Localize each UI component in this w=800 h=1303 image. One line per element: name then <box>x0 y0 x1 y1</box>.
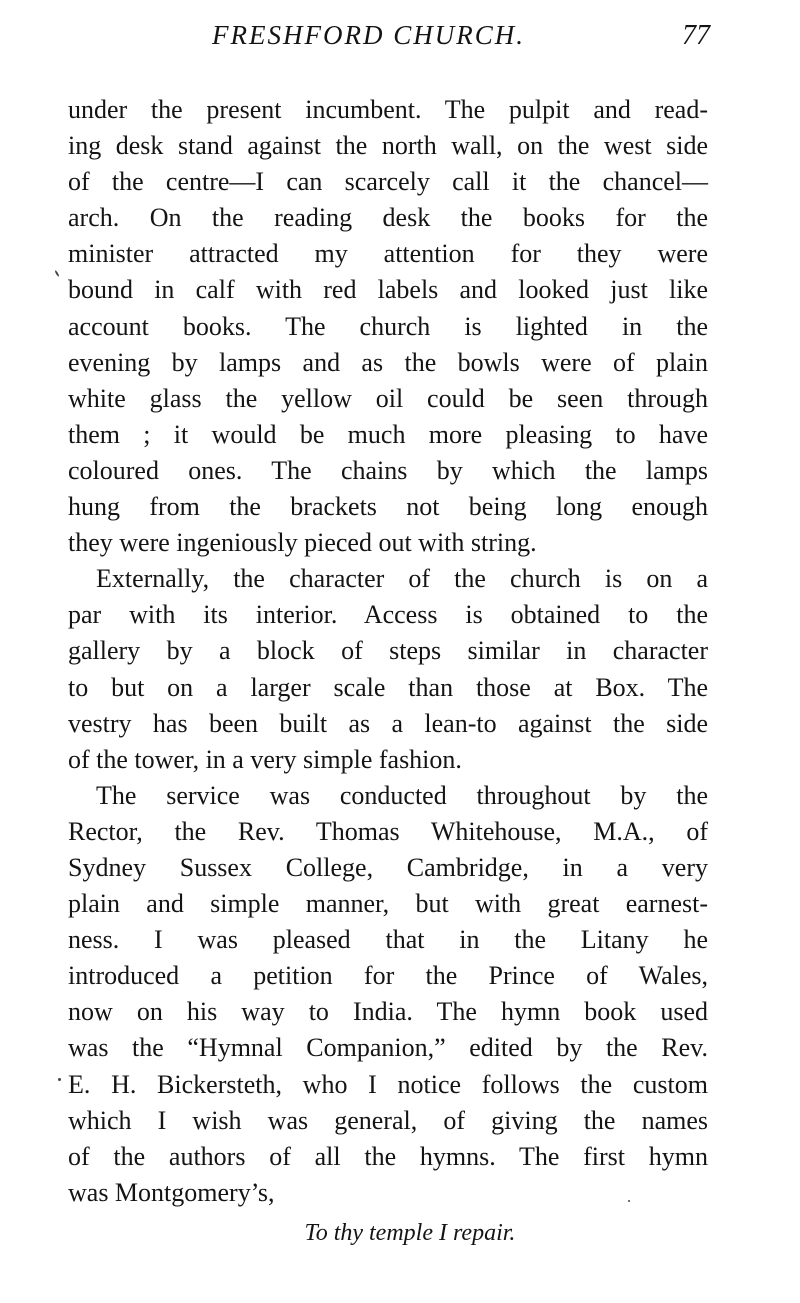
scan-speck <box>58 1078 61 1081</box>
text-line: ness. I was pleased that in the Litany he <box>68 925 708 955</box>
text-line: was Montgomery’s, <box>68 1177 275 1207</box>
hymn-verse: To thy temple I repair. <box>304 1220 516 1246</box>
running-title: FRESHFORD CHURCH. <box>212 20 525 50</box>
text-line: account books. The church is lighted in the <box>68 311 708 341</box>
text-line: par with its interior. Access is obtained to the <box>68 600 708 630</box>
text-line: to but on a larger scale than those at Box. The <box>68 672 708 702</box>
text-line: now on his way to India. The hymn book used <box>68 997 708 1027</box>
text-line: of the tower, in a very simple fashion. <box>68 744 462 774</box>
text-line: vestry has been built as a lean-to against the side <box>68 708 708 738</box>
text-line: Externally, the character of the church is on a <box>96 564 708 594</box>
text-line: minister attracted my attention for they were <box>68 239 708 269</box>
text-line: under the present incumbent. The pulpit and read- <box>68 95 708 124</box>
text-line: gallery by a block of steps similar in character <box>68 636 708 666</box>
text-line: was the “Hymnal Companion,” edited by the Rev. <box>68 1033 708 1063</box>
text-line: coloured ones. The chains by which the lamps <box>68 455 708 485</box>
text-line: arch. On the reading desk the books for the <box>68 203 708 233</box>
text-line: of the authors of all the hymns. The first hymn <box>68 1141 708 1171</box>
body-text <box>68 92 708 1211</box>
text-line: bound in calf with red labels and looked just like <box>68 275 708 305</box>
text-line: which I wish was general, of giving the names <box>68 1105 708 1135</box>
text-line: Sydney Sussex College, Cambridge, in a very <box>68 852 708 882</box>
text-line: plain and simple manner, but with great earnest- <box>68 889 708 919</box>
page-number: 77 <box>682 20 710 51</box>
text-line: of the centre—I can scarcely call it the chancel— <box>68 167 708 197</box>
running-head <box>0 20 800 60</box>
text-line: Rector, the Rev. Thomas Whitehouse, M.A., of <box>68 816 708 846</box>
text-line: introduced a petition for the Prince of Wales, <box>68 961 708 991</box>
text-line: ing desk stand against the north wall, on the west side <box>68 131 708 161</box>
text-line: evening by lamps and as the bowls were of plain <box>68 347 708 377</box>
text-line: hung from the brackets not being long enough <box>68 492 708 522</box>
text-line: E. H. Bickersteth, who I notice follows the custom <box>68 1069 708 1099</box>
scan-speck <box>628 1200 630 1202</box>
text-line: The service was conducted throughout by the <box>96 780 708 810</box>
text-line: them ; it would be much more pleasing to have <box>68 419 708 449</box>
text-line: they were ingeniously pieced out with string. <box>68 528 537 558</box>
scan-speck <box>54 270 59 277</box>
text-line: white glass the yellow oil could be seen through <box>68 383 708 413</box>
